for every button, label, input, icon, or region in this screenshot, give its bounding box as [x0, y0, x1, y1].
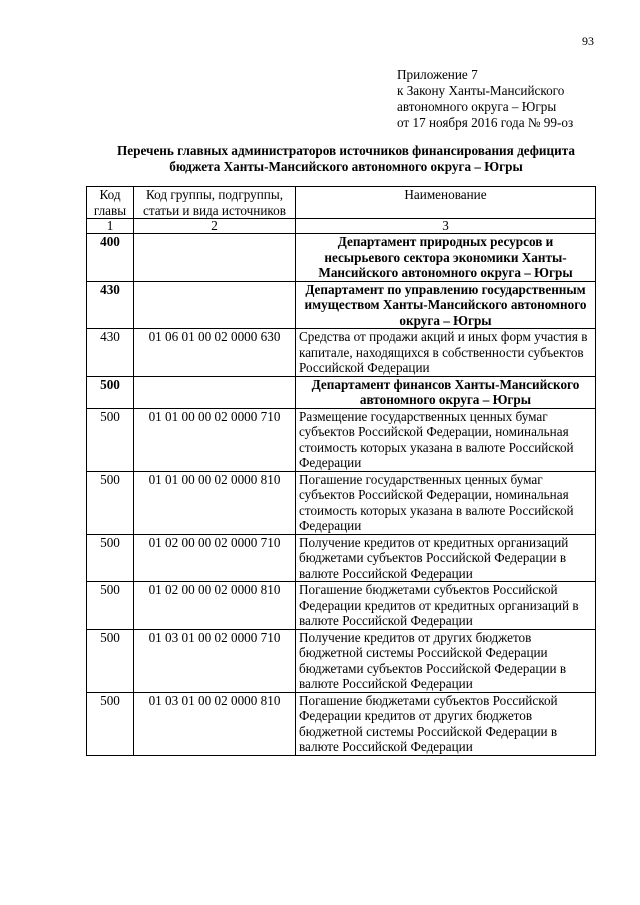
chief-code-cell: 500 [87, 629, 134, 692]
header-source-code: Код группы, подгруппы, статьи и вида источников [134, 187, 296, 219]
appendix-line: Приложение 7 [397, 67, 478, 82]
chief-code-cell: 430 [87, 329, 134, 377]
table-row [87, 582, 596, 630]
name-cell: Департамент природных ресурсов и несырьевого сектора экономики Ханты-Мансийского автономного округа – Югры [296, 234, 596, 282]
column-number: 3 [296, 219, 596, 234]
column-number: 2 [134, 219, 296, 234]
name-cell: Размещение государственных ценных бумаг субъектов Российской Федерации, номинальная стоимость которых указана в валюте Российской Федерации [296, 408, 596, 471]
header-chief-code: Код главы [87, 187, 134, 219]
table-row [87, 376, 596, 408]
column-number-row [87, 219, 596, 234]
source-code-cell [134, 234, 296, 282]
administrators-table [86, 186, 596, 756]
source-code-cell [134, 281, 296, 329]
name-cell: Средства от продажи акций и иных форм участия в капитале, находящихся в собственности субъектов Российской Федерации [296, 329, 596, 377]
source-code-cell: 01 02 00 00 02 0000 810 [134, 582, 296, 630]
name-cell: Погашение государственных ценных бумаг субъектов Российской Федерации, номинальная стоимость которых указана в валюте Российской Федерации [296, 471, 596, 534]
appendix-line: к Закону Ханты-Мансийского [397, 83, 565, 98]
header-name: Наименование [296, 187, 596, 219]
name-cell: Департамент финансов Ханты-Мансийского автономного округа – Югры [296, 376, 596, 408]
table-body [87, 234, 596, 756]
table-row [87, 234, 596, 282]
appendix-line: автономного округа – Югры [397, 99, 557, 114]
source-code-cell: 01 02 00 00 02 0000 710 [134, 534, 296, 582]
table-row [87, 692, 596, 755]
appendix-line: от 17 ноября 2016 года № 99-оз [397, 115, 574, 130]
table-row [87, 281, 596, 329]
name-cell: Погашение бюджетами субъектов Российской Федерации кредитов от других бюджетов бюджетной системы Российской Федерации в валюте Российской Федерации [296, 692, 596, 755]
chief-code-cell: 400 [87, 234, 134, 282]
chief-code-cell: 500 [87, 534, 134, 582]
source-code-cell: 01 06 01 00 02 0000 630 [134, 329, 296, 377]
chief-code-cell: 500 [87, 408, 134, 471]
document-title [86, 143, 606, 175]
title-line: Перечень главных администраторов источников финансирования дефицита [117, 143, 575, 158]
table-row [87, 629, 596, 692]
chief-code-cell: 500 [87, 582, 134, 630]
chief-code-cell: 500 [87, 692, 134, 755]
title-line: бюджета Ханты-Мансийского автономного округа – Югры [169, 159, 523, 174]
chief-code-cell: 430 [87, 281, 134, 329]
column-number: 1 [87, 219, 134, 234]
table-row [87, 329, 596, 377]
name-cell: Департамент по управлению государственным имуществом Ханты-Мансийского автономного округа – Югры [296, 281, 596, 329]
chief-code-cell: 500 [87, 376, 134, 408]
table-header-row [87, 187, 596, 219]
name-cell: Получение кредитов от других бюджетов бюджетной системы Российской Федерации бюджетами субъектов Российской Федерации в валюте Российской Федерации [296, 629, 596, 692]
source-code-cell: 01 01 00 00 02 0000 810 [134, 471, 296, 534]
page-number: 93 [582, 34, 594, 48]
table-row [87, 471, 596, 534]
appendix-note [397, 67, 573, 131]
chief-code-cell: 500 [87, 471, 134, 534]
table-row [87, 408, 596, 471]
table-row [87, 534, 596, 582]
name-cell: Погашение бюджетами субъектов Российской Федерации кредитов от кредитных организаций в валюте Российской Федерации [296, 582, 596, 630]
source-code-cell: 01 03 01 00 02 0000 710 [134, 629, 296, 692]
source-code-cell [134, 376, 296, 408]
name-cell: Получение кредитов от кредитных организаций бюджетами субъектов Российской Федерации в валюте Российской Федерации [296, 534, 596, 582]
source-code-cell: 01 03 01 00 02 0000 810 [134, 692, 296, 755]
source-code-cell: 01 01 00 00 02 0000 710 [134, 408, 296, 471]
